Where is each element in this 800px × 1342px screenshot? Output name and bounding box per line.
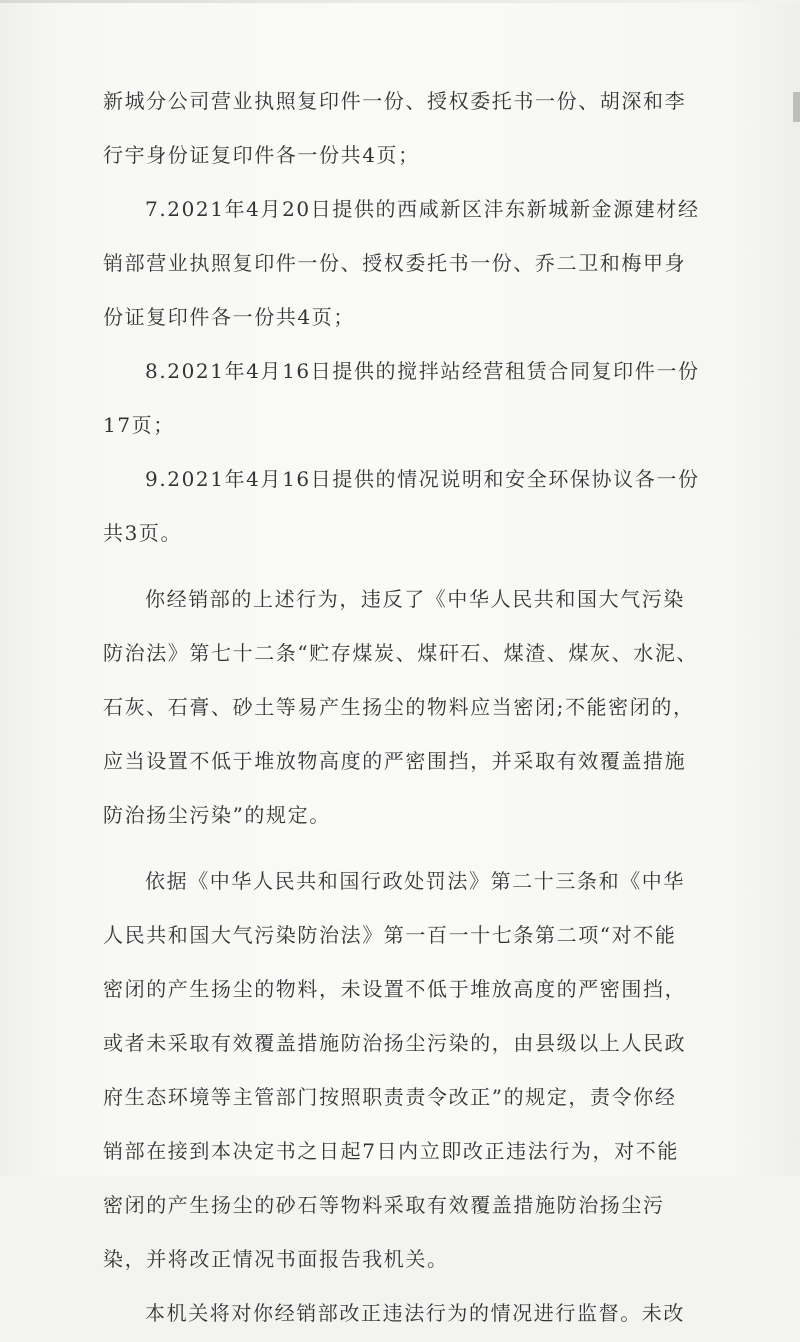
text-line: 行宇身份证复印件各一份共4页； bbox=[103, 143, 420, 167]
text-line: 9.2021年4月16日提供的情况说明和安全环保协议各一份 bbox=[145, 467, 700, 491]
text-line: 新城分公司营业执照复印件一份、授权委托书一份、胡深和李 bbox=[103, 89, 687, 113]
text-line: 7.2021年4月20日提供的西咸新区沣东新城新金源建材经 bbox=[145, 197, 700, 221]
text-line: 人民共和国大气污染防治法》第一百一十七条第二项“对不能 bbox=[103, 923, 677, 947]
text-line: 密闭的产生扬尘的物料，未设置不低于堆放高度的严密围挡， bbox=[103, 977, 687, 1001]
paragraph-gap bbox=[103, 842, 703, 854]
text-line: 石灰、石膏、砂土等易产生扬尘的物料应当密闭;不能密闭的， bbox=[103, 695, 695, 719]
text-line: 府生态环境等主管部门按照职责责令改正”的规定，责令你经 bbox=[103, 1085, 677, 1109]
text-line: 份证复印件各一份共4页； bbox=[103, 305, 355, 329]
text-line: 应当设置不低于堆放物高度的严密围挡，并采取有效覆盖措施 bbox=[103, 749, 687, 773]
text-line: 本机关将对你经销部改正违法行为的情况进行监督。未改 bbox=[145, 1301, 685, 1325]
text-line: 染，并将改正情况书面报告我机关。 bbox=[103, 1247, 449, 1271]
page-top-edge bbox=[0, 0, 800, 3]
text-line: 销部在接到本决定书之日起7日内立即改正违法行为，对不能 bbox=[103, 1139, 679, 1163]
text-line: 或者未采取有效覆盖措施防治扬尘污染的，由县级以上人民政 bbox=[103, 1031, 687, 1055]
text-line: 依据《中华人民共和国行政处罚法》第二十三条和《中华 bbox=[145, 869, 685, 893]
scan-margin-mark bbox=[793, 92, 800, 122]
document-body bbox=[103, 74, 703, 1342]
text-line: 17页； bbox=[103, 413, 175, 437]
paragraph-gap bbox=[103, 560, 703, 572]
text-line: 密闭的产生扬尘的砂石等物料采取有效覆盖措施防治扬尘污 bbox=[103, 1193, 665, 1217]
text-line: 你经销部的上述行为，违反了《中华人民共和国大气污染 bbox=[145, 587, 685, 611]
text-line: 共3页。 bbox=[103, 521, 183, 545]
text-line: 防治法》第七十二条“贮存煤炭、煤矸石、煤渣、煤灰、水泥、 bbox=[103, 641, 699, 665]
text-line: 8.2021年4月16日提供的搅拌站经营租赁合同复印件一份 bbox=[145, 359, 700, 383]
text-line: 销部营业执照复印件一份、授权委托书一份、乔二卫和梅甲身 bbox=[103, 251, 687, 275]
text-line: 防治扬尘污染”的规定。 bbox=[103, 803, 331, 827]
